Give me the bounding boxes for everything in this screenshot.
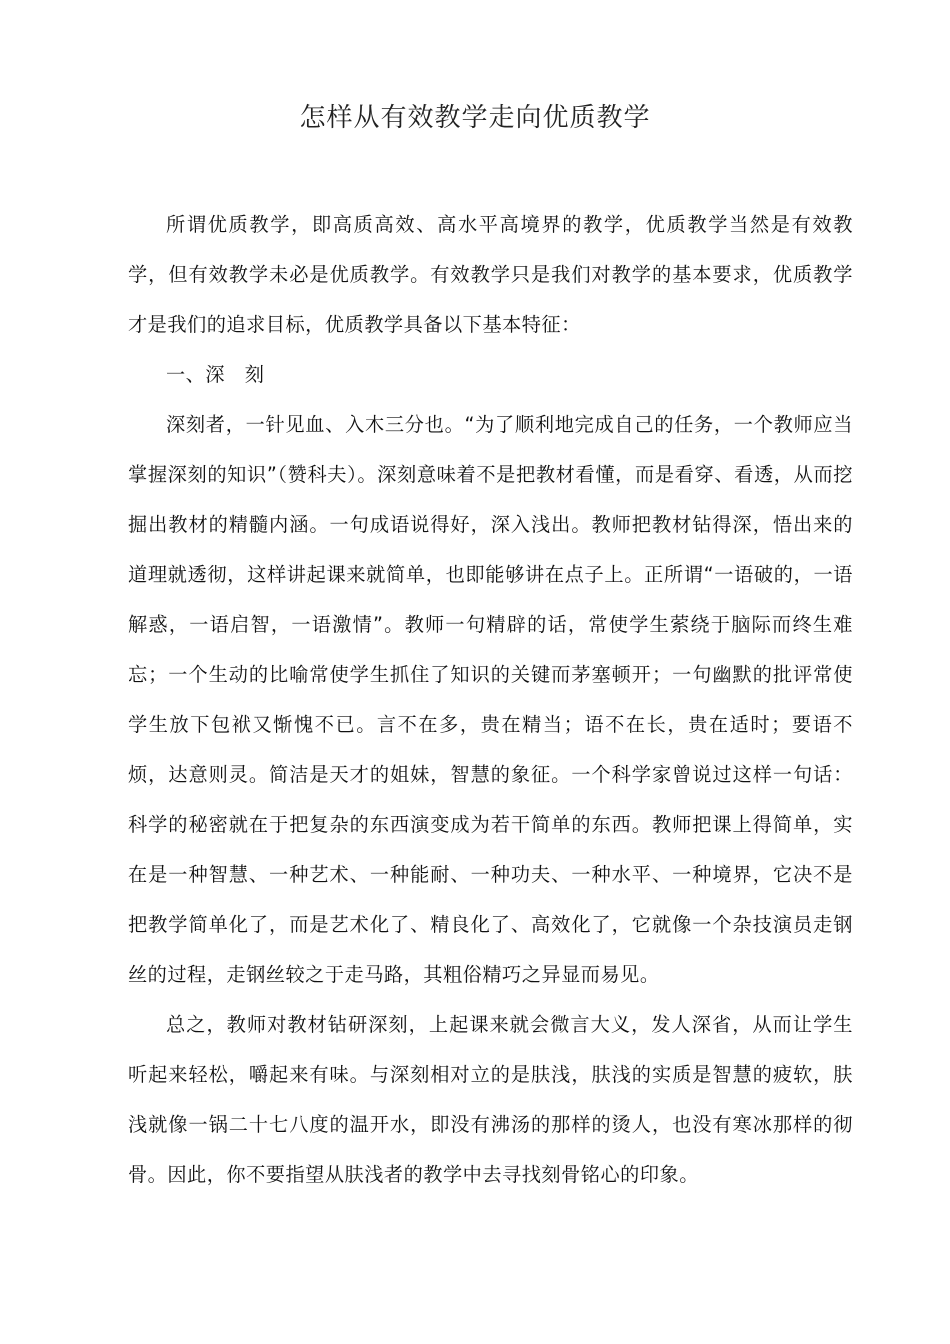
section-heading-1: 一、深 刻: [166, 363, 265, 386]
intro-paragraph: 所谓优质教学，即高质高效、高水平高境界的教学，优质教学当然是有效教学，但有效教学未必是优质教学。有效教学只是我们对教学的基本要求，优质教学才是我们的追求目标，优质教学具备以下基本特征：: [128, 213, 853, 336]
document-body: [128, 200, 853, 1200]
document-title: 怎样从有效教学走向优质教学: [299, 103, 651, 133]
section-1-paragraph-1: 深刻者，一针见血、入木三分也。“为了顺利地完成自己的任务，一个教师应当掌握深刻的知识”（赞科夫）。深刻意味着不是把教材看懂，而是看穿、看透，从而挖掘出教材的精髓内涵。一句成语说得好，深入浅出。教师把教材钻得深，悟出来的道理就透彻，这样讲起课来就简单，也即能够讲在点子上。正所谓“一语破的，一语解惑，一语启智，一语激情”。教师一句精辟的话，常使学生萦绕于脑际而终生难忘；一个生动的比喻常使学生抓住了知识的关键而茅塞顿开；一句幽默的批评常使学生放下包袱又惭愧不已。言不在多，贵在精当；语不在长，贵在适时；要语不烦，达意则灵。简洁是天才的姐妹，智慧的象征。一个科学家曾说过这样一句话：科学的秘密就在于把复杂的东西演变成为若干简单的东西。教师把课上得简单，实在是一种智慧、一种艺术、一种能耐、一种功夫、一种水平、一种境界，它决不是把教学简单化了，而是艺术化了、精良化了、高效化了，它就像一个杂技演员走钢丝的过程，走钢丝较之于走马路，其粗俗精巧之异显而易见。: [128, 413, 853, 986]
section-1-paragraph-2: 总之，教师对教材钻研深刻，上起课来就会微言大义，发人深省，从而让学生听起来轻松，嚼起来有味。与深刻相对立的是肤浅，肤浅的实质是智慧的疲软，肤浅就像一锅二十七八度的温开水，即没有沸汤的那样的烫人，也没有寒冰那样的彻骨。因此，你不要指望从肤浅者的教学中去寻找刻骨铭心的印象。: [128, 1013, 853, 1186]
